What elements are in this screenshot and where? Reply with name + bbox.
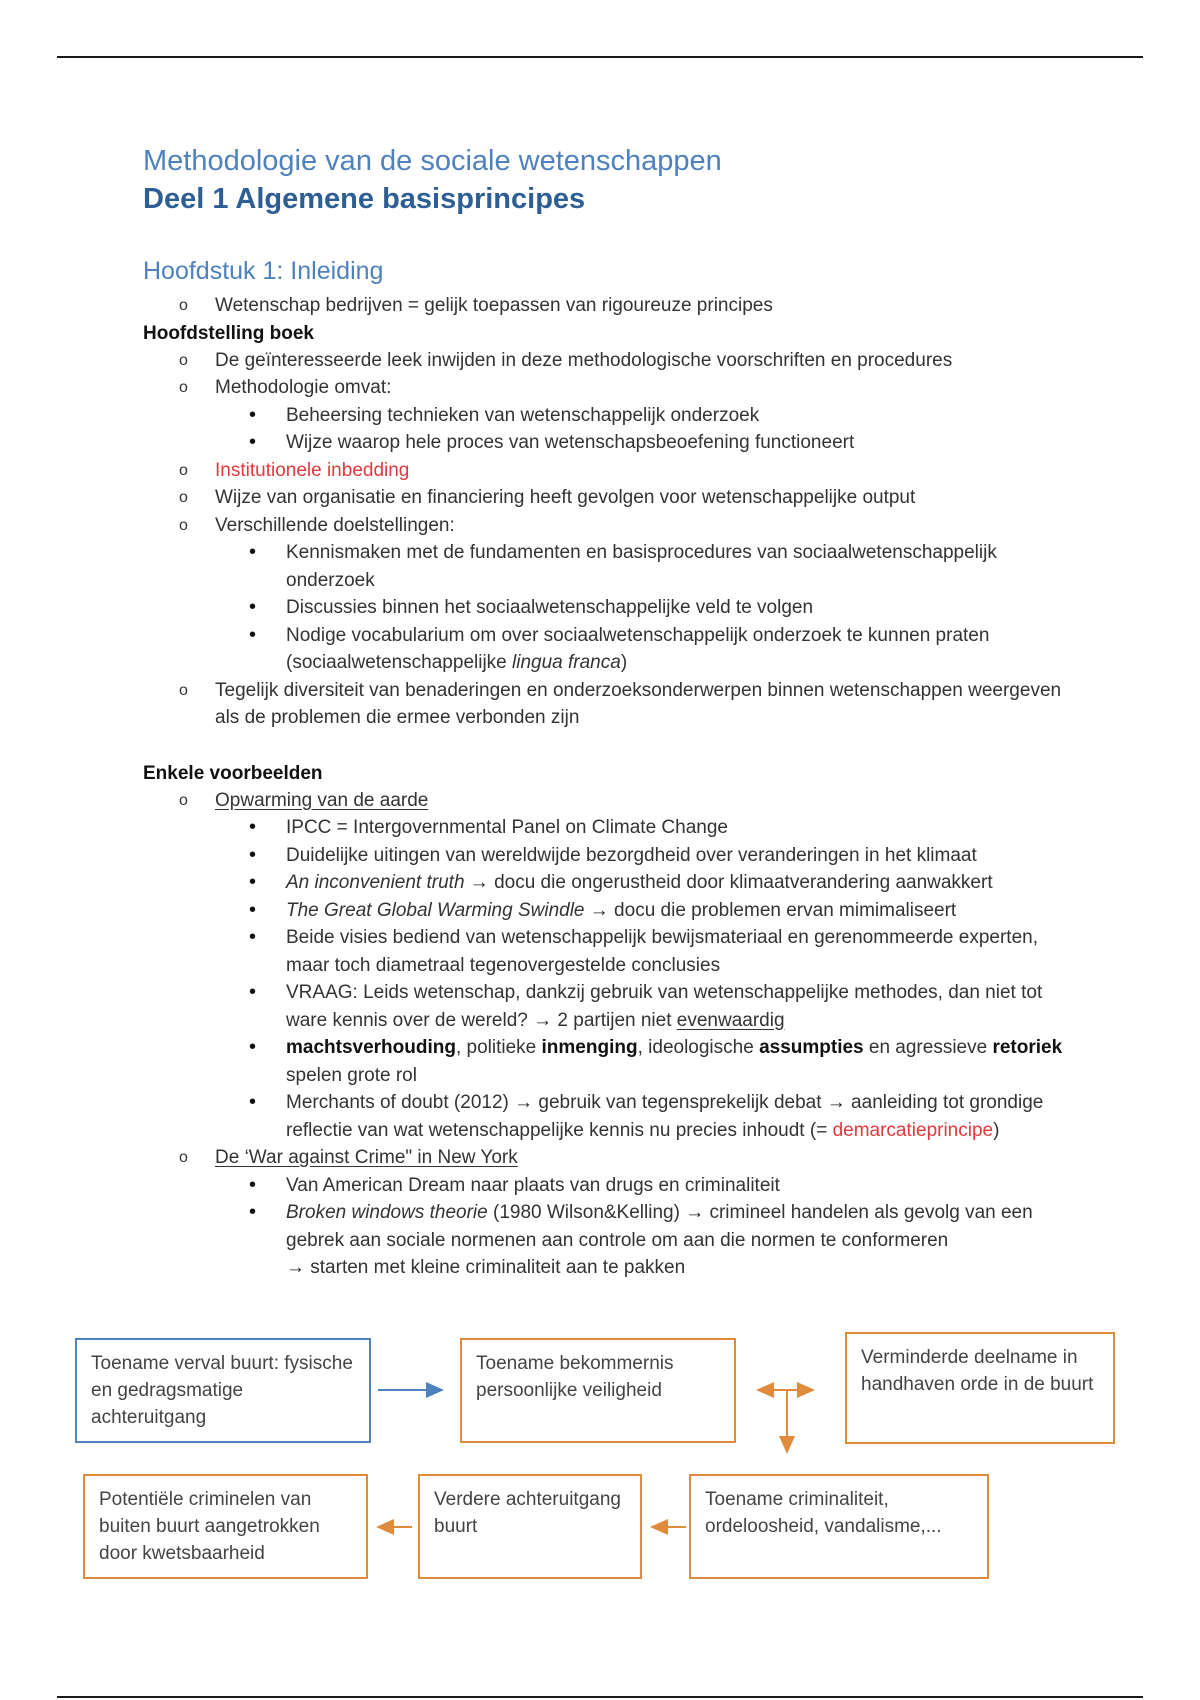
bottom-rule [57, 1696, 1143, 1698]
text-run: 2 partijen niet [552, 1009, 677, 1031]
voorbeelden-list [143, 787, 1083, 1282]
list-item-text: Verschillende doelstellingen: [215, 514, 455, 536]
text-run: en agressieve [863, 1037, 993, 1058]
sub-list-item: • Discussies binnen het sociaalwetenschappelijke veld te volgen [143, 594, 1083, 622]
document-body [143, 142, 1083, 1282]
section-heading-voorbeelden: Enkele voorbeelden [143, 762, 323, 784]
arrow-icon: → [469, 872, 489, 893]
document-title: Methodologie van de sociale wetenschappen [143, 145, 722, 177]
sub-list-item [143, 1034, 1083, 1089]
diagram-box-potentiele-criminelen: Potentiële criminelen van buiten buurt aangetrokken door kwetsbaarheid [83, 1474, 368, 1579]
diagram-box-verdere-achteruitgang: Verdere achteruitgang buurt [418, 1474, 642, 1579]
sub-list-item: • Kennismaken met de fundamenten en basisprocedures van sociaalwetenschappelijk onderzoek [143, 539, 1083, 594]
sub-list-item [143, 1089, 1083, 1144]
text-run: ) [993, 1119, 1000, 1141]
sub-list [143, 1172, 1083, 1282]
arrow-icon: → [514, 1092, 534, 1113]
sub-list-item [143, 1199, 1083, 1282]
list-item [143, 787, 1083, 1145]
underlined-text: evenwaardig [676, 1009, 785, 1031]
sub-list-item: • Wijze waarop hele proces van wetenschapsbeoefening functioneert [143, 429, 1083, 457]
text-run: (1980 Wilson&Kelling) [487, 1202, 686, 1223]
chapter-heading: Hoofdstuk 1: Inleiding [143, 257, 384, 285]
list-item: o De geïnteresseerde leek inwijden in deze methodologische voorschriften en procedures [143, 347, 1083, 375]
sub-list-item: • Beheersing technieken van wetenschappelijk onderzoek [143, 402, 1083, 430]
list-item-text: Methodologie omvat: [215, 377, 392, 398]
bold-text: retoriek [992, 1037, 1063, 1058]
sub-list-item: • Beide visies bediend van wetenschappelijk bewijsmateriaal en gerenommeerde experten, maar toch diametraal tegenovergestelde conclusies [143, 924, 1083, 979]
text-run: starten met kleine criminaliteit aan te pakken [305, 1257, 686, 1278]
section-heading-hoofdstelling: Hoofdstelling boek [143, 322, 314, 344]
list-item [143, 457, 1083, 485]
text-run: Merchants of doubt (2012) [286, 1092, 515, 1113]
bold-text: inmenging [541, 1037, 638, 1058]
text-run: gebruik van tegensprekelijk debat [533, 1092, 827, 1113]
italic-text: Broken windows theorie [286, 1202, 488, 1223]
sub-list [143, 539, 1083, 677]
hoofdstelling-list [143, 347, 1083, 732]
diagram-box-criminaliteit: Toename criminaliteit, ordeloosheid, vandalisme,... [689, 1474, 989, 1579]
sub-list-item: • Van American Dream naar plaats van drugs en criminaliteit [143, 1172, 1083, 1200]
highlight-text: Institutionele inbedding [215, 459, 410, 481]
sub-list-item [143, 979, 1083, 1034]
list-item: o Wetenschap bedrijven = gelijk toepassen van rigoureuze principes [143, 292, 1083, 320]
sub-list-item: • Duidelijke uitingen van wereldwijde bezorgdheid over veranderingen in het klimaat [143, 842, 1083, 870]
diagram-box-verval: Toename verval buurt: fysische en gedragsmatige achteruitgang [75, 1338, 371, 1443]
text-run: , politieke [455, 1037, 542, 1058]
list-item [143, 1144, 1083, 1282]
sub-list-item [143, 622, 1083, 677]
text-run: Nodige vocabularium om over sociaalwetenschappelijk onderzoek te kunnen praten (sociaalwetenschappelijke [286, 624, 990, 673]
arrow-icon: → [826, 1092, 846, 1113]
example-title: Opwarming van de aarde [215, 789, 429, 811]
arrow-icon: → [685, 1202, 705, 1223]
sub-list-item [143, 869, 1083, 897]
document-subtitle: Deel 1 Algemene basisprincipes [143, 183, 586, 215]
arrow-icon: → [286, 1257, 305, 1278]
text-run: , ideologische [637, 1037, 760, 1058]
arrow-icon: → [589, 899, 609, 921]
text-run: docu die problemen ervan mimimaliseert [608, 899, 957, 921]
list-item: o Tegelijk diversiteit van benaderingen en onderzoeksonderwerpen binnen wetenschappen weergeven als de problemen die ermee verbonden zijn [143, 677, 1083, 732]
text-run: VRAAG: Leids wetenschap, dankzij gebruik van wetenschappelijke methodes, dan niet tot ware kennis over de wereld? [286, 982, 1043, 1031]
sub-list [143, 814, 1083, 1144]
text-run: spelen grote rol [286, 1064, 417, 1086]
example-title: De ‘War against Crime" in New York [215, 1147, 518, 1168]
intro-list [143, 292, 1083, 320]
list-item: o Wijze van organisatie en financiering heeft gevolgen voor wetenschappelijke output [143, 484, 1083, 512]
arrow-icon: → [533, 1009, 553, 1031]
text-run: aanleiding tot grondige reflectie van wat wetenschappelijke kennis nu precies inhoudt (= [286, 1092, 1044, 1141]
list-item [143, 374, 1083, 457]
diagram-box-bekommernis: Toename bekommernis persoonlijke veiligheid [460, 1338, 736, 1443]
text-run: ) [620, 652, 628, 673]
italic-text: The Great Global Warming Swindle [286, 899, 585, 921]
sub-list [143, 402, 1083, 457]
italic-text: An inconvenient truth [286, 872, 465, 893]
top-rule [57, 56, 1143, 58]
sub-list-item: • IPCC = Intergovernmental Panel on Climate Change [143, 814, 1083, 842]
highlight-text: demarcatieprincipe [832, 1119, 994, 1141]
text-run: crimineel handelen als gevolg van een gebrek aan sociale normenen aan controle om aan die normen te conformeren [286, 1202, 1033, 1251]
text-run: docu die ongerustheid door klimaatverandering aanwakkert [488, 872, 993, 893]
italic-text: lingua franca [512, 652, 621, 673]
list-item [143, 512, 1083, 677]
sub-list-item [143, 897, 1083, 925]
bold-text: machtsverhouding [286, 1037, 456, 1058]
diagram-box-deelname: Verminderde deelname in handhaven orde in de buurt [845, 1332, 1115, 1444]
bold-text: assumpties [759, 1037, 864, 1058]
